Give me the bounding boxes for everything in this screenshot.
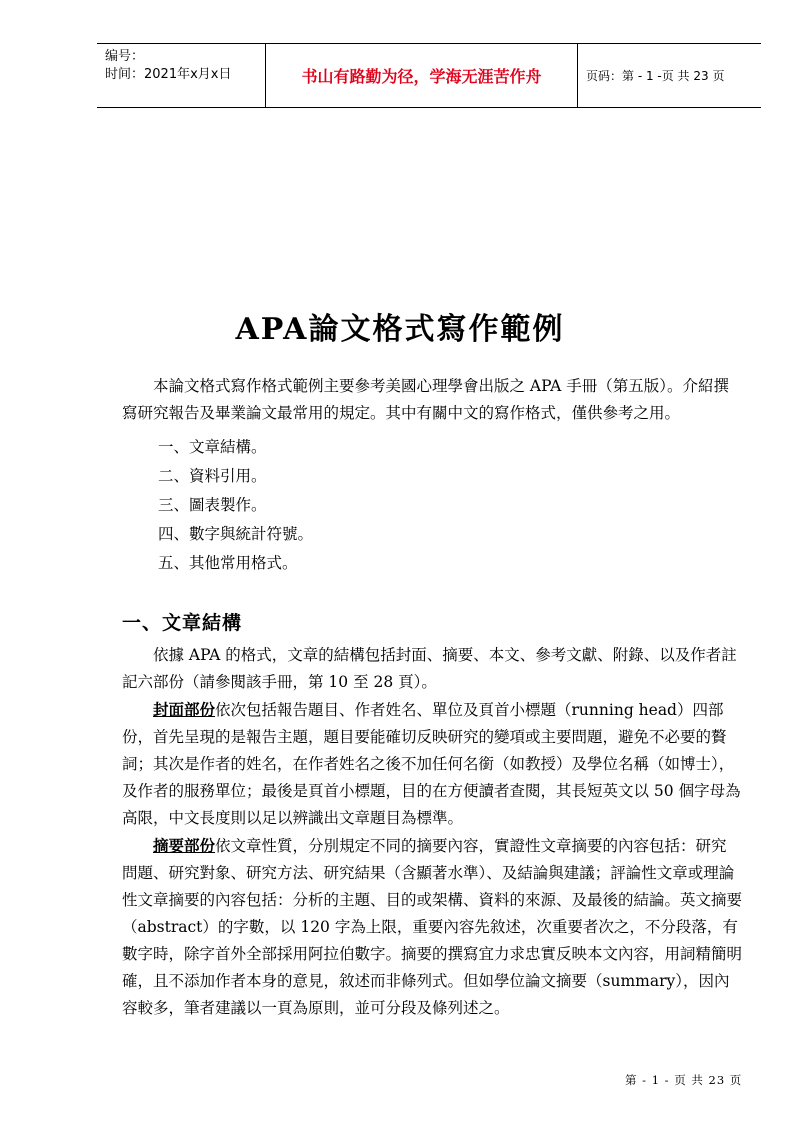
section1-body	[122, 642, 742, 1022]
cover-text: 依次包括報告題目、作者姓名、單位及頁首小標題（running head）四部份，首先呈現的是報告主題，題目要能確切反映研究的變項或主要問題，避免不必要的贅詞；其次是作者的姓名，在作者姓名之後不加任何名銜（如教授）及學位名稱（如博士），及作者的服務單位；最後是頁首小標題，目的在方便讀者查閱，其長短英文以 50 個字母為高限，中文長度則以足以辨識出文章題目為標準。	[122, 701, 741, 827]
page-header	[97, 43, 761, 108]
number-label: 编号：	[105, 49, 145, 64]
section-heading: 一、文章結構	[122, 612, 243, 634]
list-item: 三、圖表製作。	[158, 496, 267, 514]
outline-list	[158, 433, 313, 578]
cover-paragraph	[122, 696, 742, 832]
list-item: 一、文章結構。	[158, 438, 267, 456]
section1-intro: 依據 APA 的格式，文章的結構包括封面、摘要、本文、參考文獻、附錄、以及作者註記六部份（請參閱該手冊，第 10 至 28 頁）。	[122, 646, 737, 691]
header-motto: 书山有路勤为径，学海无涯苦作舟	[301, 67, 542, 86]
abstract-text: 依文章性質，分別規定不同的摘要內容，實證性文章摘要的內容包括：研究問題、研究對象、研究方法、研究結果（含顯著水準）、及結論與建議；評論性文章或理論性文章摘要的內容包括：分析的主題、目的或架構、資料的來源、及最後的結論。英文摘要（abstract）的字數，以 120 字為上限，重要內容先敘述，次重要者次之，不分段落，有數字時，除字首外全部採用阿拉伯數字。摘要的撰寫宜力求忠實反映本文內容，用詞精簡明確，且不添加作者本身的意見，敘述而非條列式。但如學位論文摘要（summary），因內容較多，筆者建議以一頁為原則，並可分段及條列述之。	[122, 837, 743, 1017]
header-page-info: 页码：第 - 1 -页 共 23 页	[586, 69, 725, 83]
list-item: 二、資料引用。	[158, 467, 267, 485]
list-item: 四、數字與統計符號。	[158, 525, 314, 543]
document-title: APA論文格式寫作範例	[235, 312, 565, 347]
intro-paragraph	[122, 373, 742, 427]
time-label: 时间：2021年x月x日	[105, 67, 232, 82]
list-item: 五、其他常用格式。	[158, 554, 298, 572]
cover-term: 封面部份	[153, 700, 216, 719]
abstract-term: 摘要部份	[153, 836, 216, 855]
abstract-paragraph	[122, 832, 742, 1022]
intro-text: 本論文格式寫作格式範例主要參考美國心理學會出版之 APA 手冊（第五版）。介紹撰寫研究報告及畢業論文最常用的規定。其中有關中文的寫作格式，僅供參考之用。	[122, 377, 730, 422]
header-divider	[577, 44, 578, 107]
page-footer: 第 - 1 - 页 共 23 页	[625, 1073, 743, 1087]
header-meta	[105, 48, 265, 84]
